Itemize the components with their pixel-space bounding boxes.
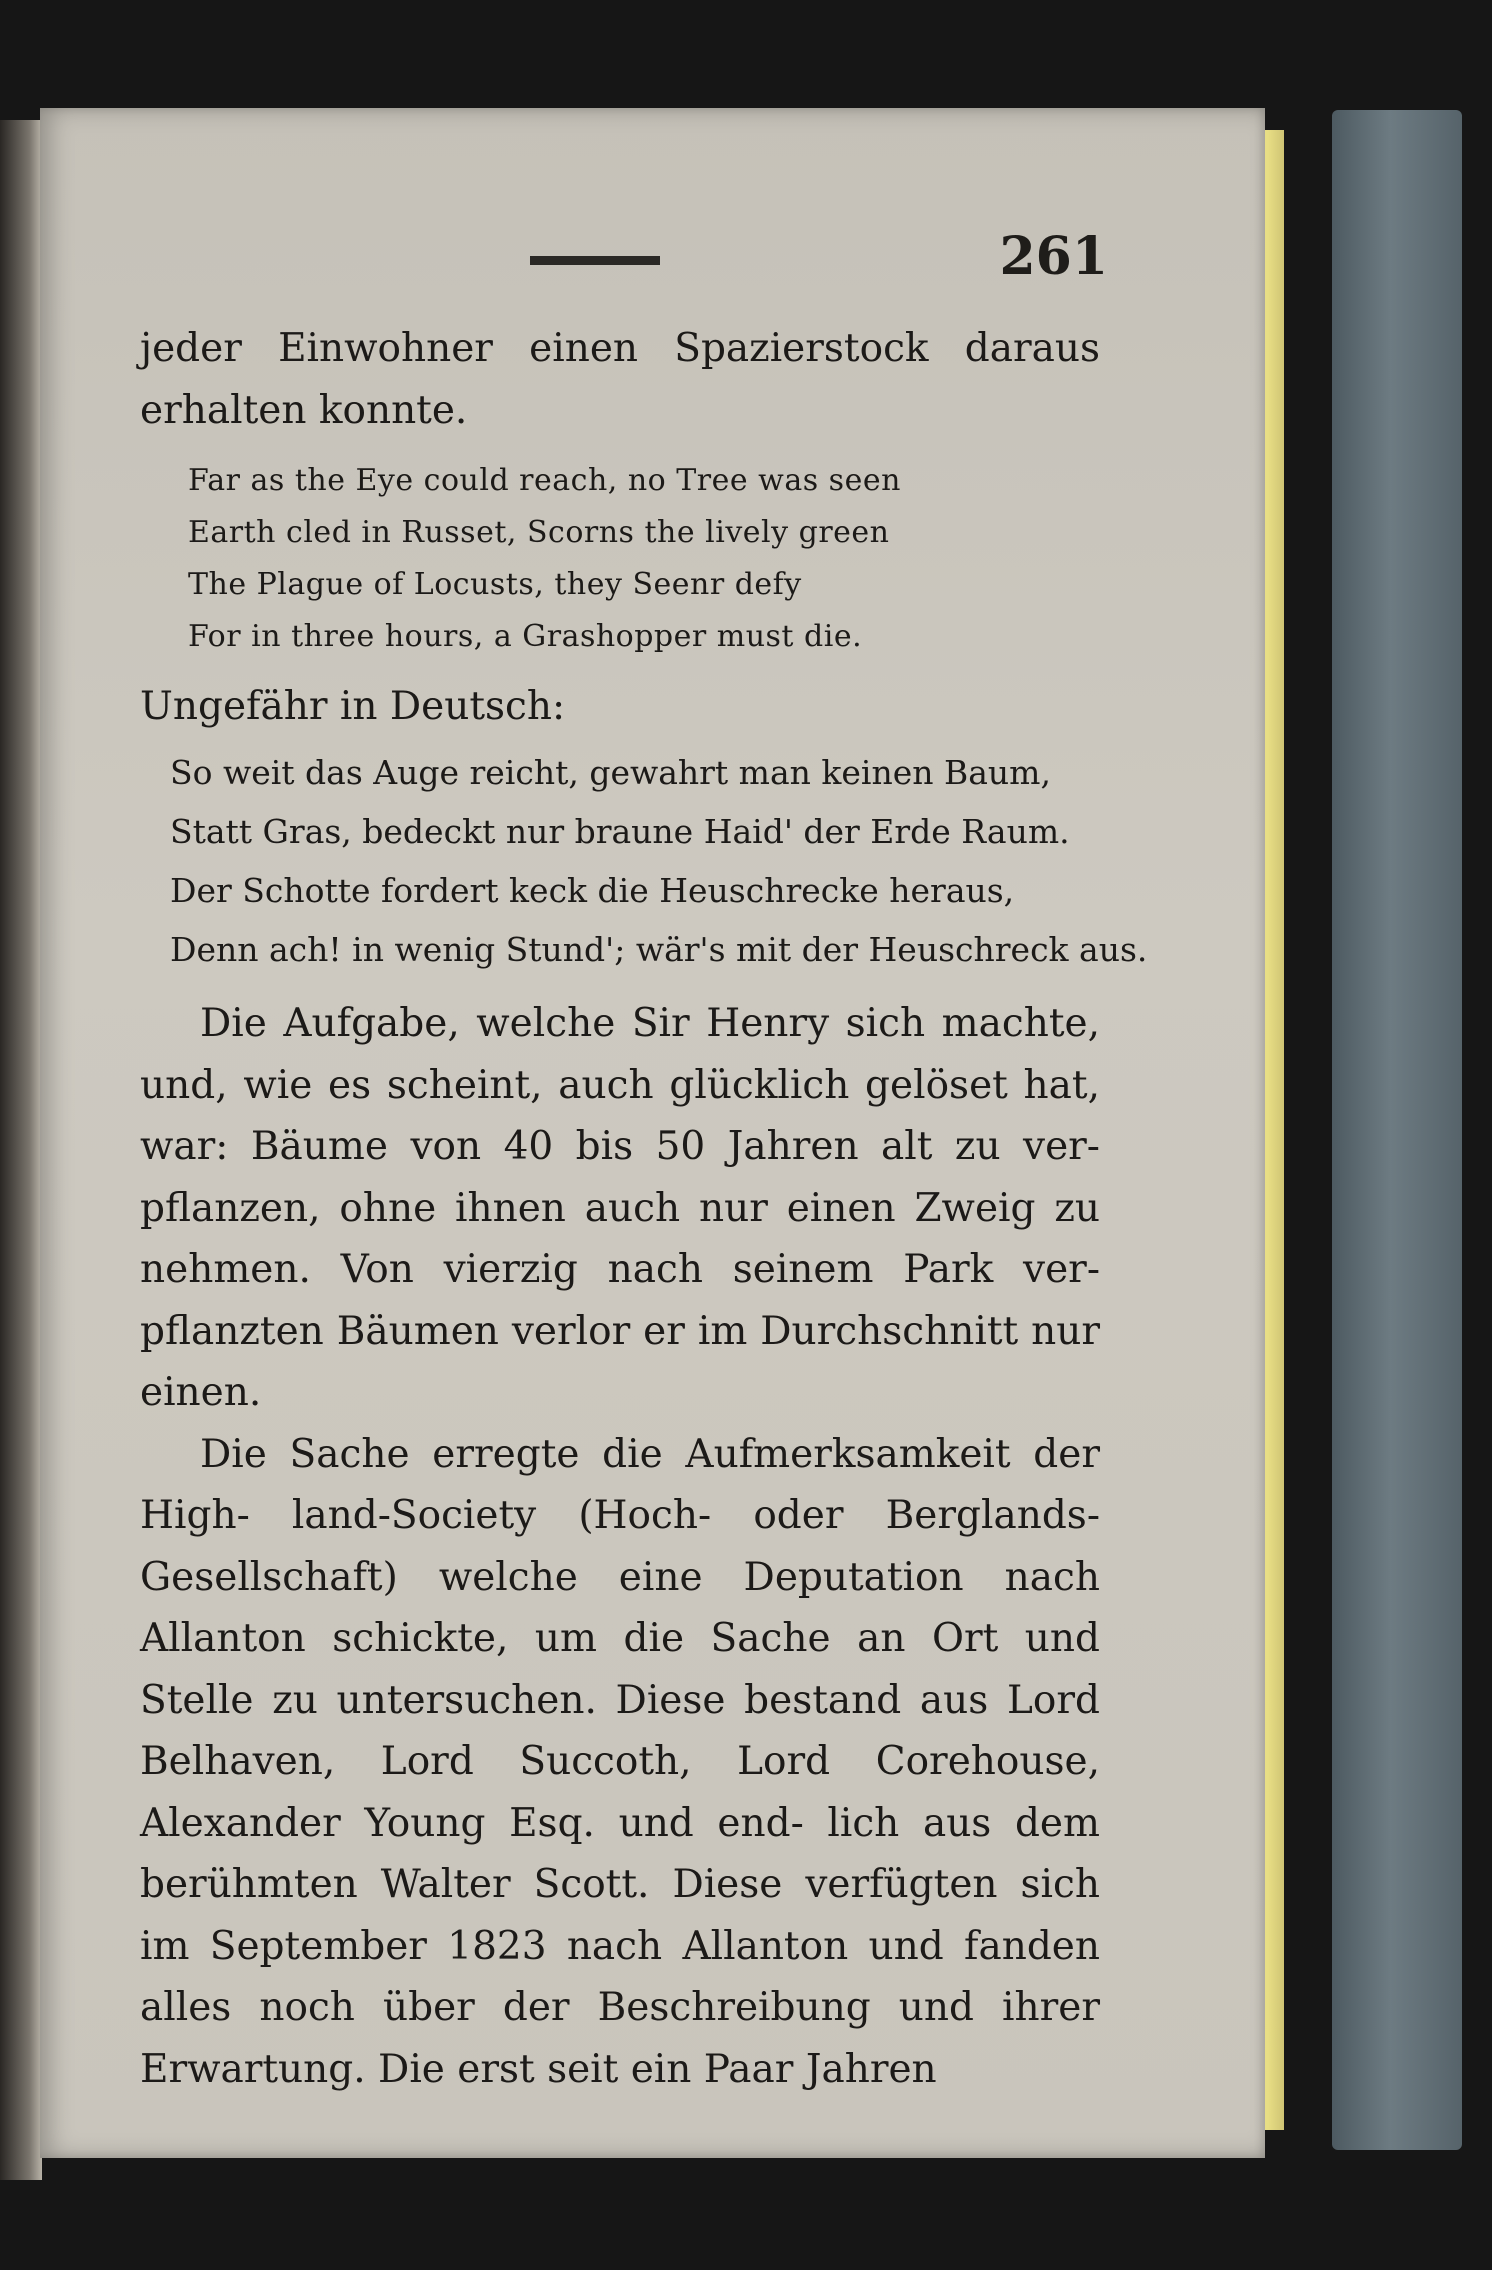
page-text <box>140 318 1148 2100</box>
german-verse-line: Denn ach! in wenig Stund'; wär's mit der Heuschreck aus. <box>170 930 1148 969</box>
german-verse <box>170 743 1148 979</box>
english-verse <box>188 455 1100 663</box>
english-verse-line: Earth cled in Russet, Scorns the lively green <box>188 515 890 550</box>
english-verse-line: Far as the Eye could reach, no Tree was seen <box>188 463 901 498</box>
page-number: 261 <box>999 226 1108 287</box>
english-verse-line: The Plague of Locusts, they Seenr defy <box>188 567 802 602</box>
left-page-edge <box>0 120 42 2180</box>
english-verse-line: For in three hours, a Grashopper must die. <box>188 619 863 654</box>
book-page <box>40 108 1265 2158</box>
paragraph-3: Die Sache erregte die Aufmerksamkeit der High- land-Society (Hoch- oder Berglands-Gesellschaft) welche eine Deputation nach Allanton schickte, um die Sache an Ort und Stelle zu untersuchen. Diese bestand aus Lord Belhaven, Lord Succoth, Lord Corehouse, Alexander Young Esq. und end- lich aus dem berühmten Walter Scott. Diese verfügten sich im September 1823 nach Allanton und fanden alles noch über der Beschreibung und ihrer Erwartung. Die erst seit ein Paar Jahren <box>140 1431 1100 2092</box>
translation-heading: Ungefähr in Deutsch: <box>140 684 566 729</box>
header-ornament-rule <box>530 256 660 265</box>
paragraph-1: jeder Einwohner einen Spazierstock daraus erhalten konnte. <box>140 326 1100 433</box>
german-verse-line: Der Schotte fordert keck die Heuschrecke heraus, <box>170 871 1015 910</box>
book-cover-edge <box>1332 110 1462 2150</box>
german-verse-line: Statt Gras, bedeckt nur braune Haid' der Erde Raum. <box>170 812 1070 851</box>
german-verse-line: So weit das Auge reicht, gewahrt man keinen Baum, <box>170 753 1051 792</box>
paragraph-2: Die Aufgabe, welche Sir Henry sich machte, und, wie es scheint, auch glücklich gelöset hat, war: Bäume von 40 bis 50 Jahren alt zu ver- pflanzen, ohne ihnen auch nur einen Zweig zu nehmen. Von vierzig nach seinem Park ver- pflanzten Bäumen verlor er im Durchschnitt nur einen. <box>140 1001 1100 1415</box>
